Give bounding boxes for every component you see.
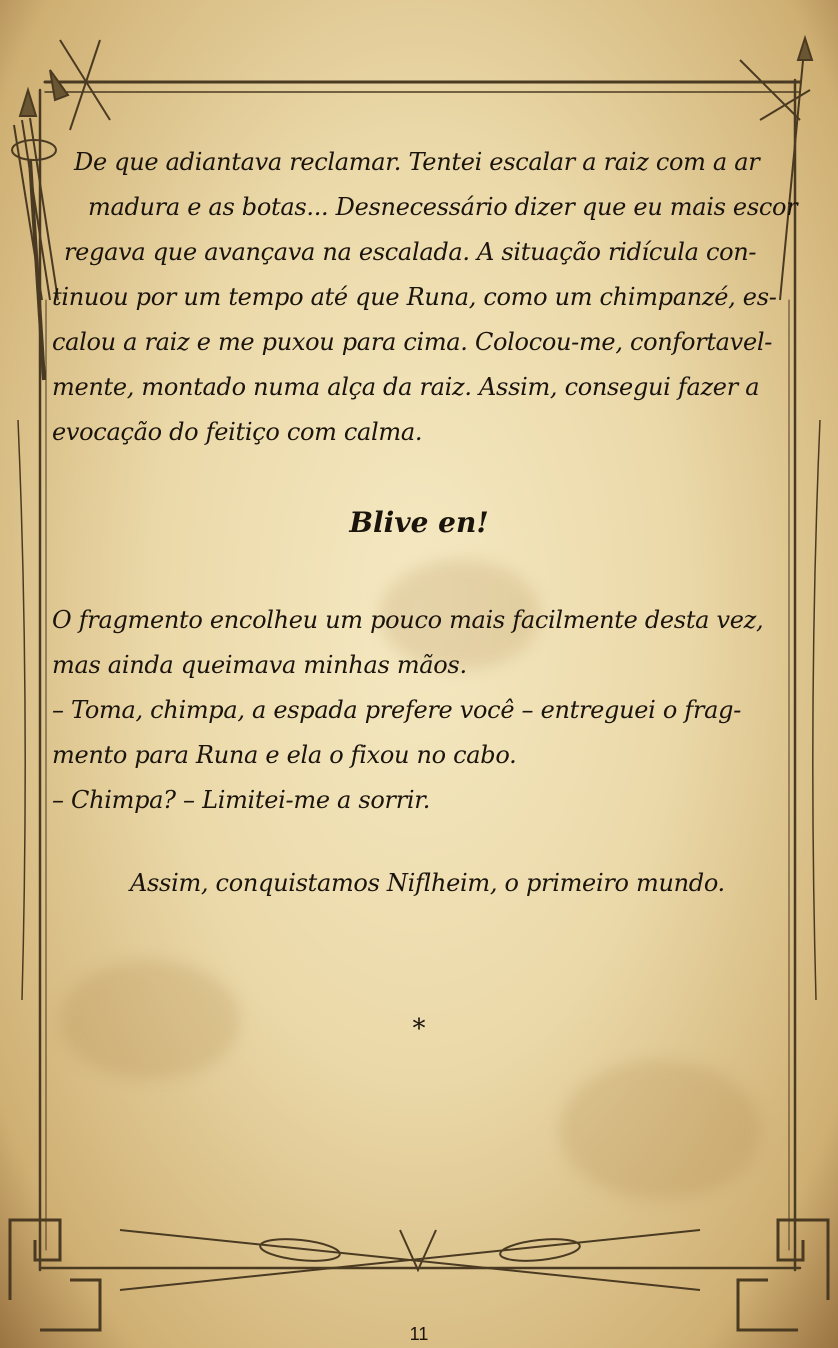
text-line: – Toma, chimpa, a espada prefere você – entreguei o frag- [52, 696, 742, 724]
text-line: madura e as botas... Desnecessário dizer que eu mais escor [88, 193, 798, 221]
text-line: mente, montado numa alça da raiz. Assim, consegui fazer a [52, 373, 760, 401]
page-number: 11 [409, 1324, 429, 1344]
text-line: calou a raiz e me puxou para cima. Colocou-me, confortavel- [52, 328, 773, 356]
text-line: De que adiantava reclamar. Tentei escalar a raiz com a ar [74, 148, 760, 176]
text-line: regava que avançava na escalada. A situação ridícula con- [64, 238, 757, 266]
text-line: evocação do feitiço com calma. [52, 418, 423, 446]
text-line: O fragmento encolheu um pouco mais facilmente desta vez, [52, 606, 764, 634]
second-text-block [52, 598, 762, 823]
text-line: – Chimpa? – Limitei-me a sorrir. [52, 786, 431, 814]
closing-line: Assim, conquistamos Niflheim, o primeiro mundo. [130, 869, 725, 897]
text-line: tinuou por um tempo até que Runa, como um chimpanzé, es- [52, 283, 777, 311]
section-break: * [412, 1014, 426, 1044]
paper-stain [560, 1060, 760, 1200]
spell-heading: Blive en! [349, 506, 489, 539]
text-line: mento para Runa e ela o fixou no cabo. [52, 741, 517, 769]
text-line: mas ainda queimava minhas mãos. [52, 651, 467, 679]
main-text-block [52, 140, 798, 455]
